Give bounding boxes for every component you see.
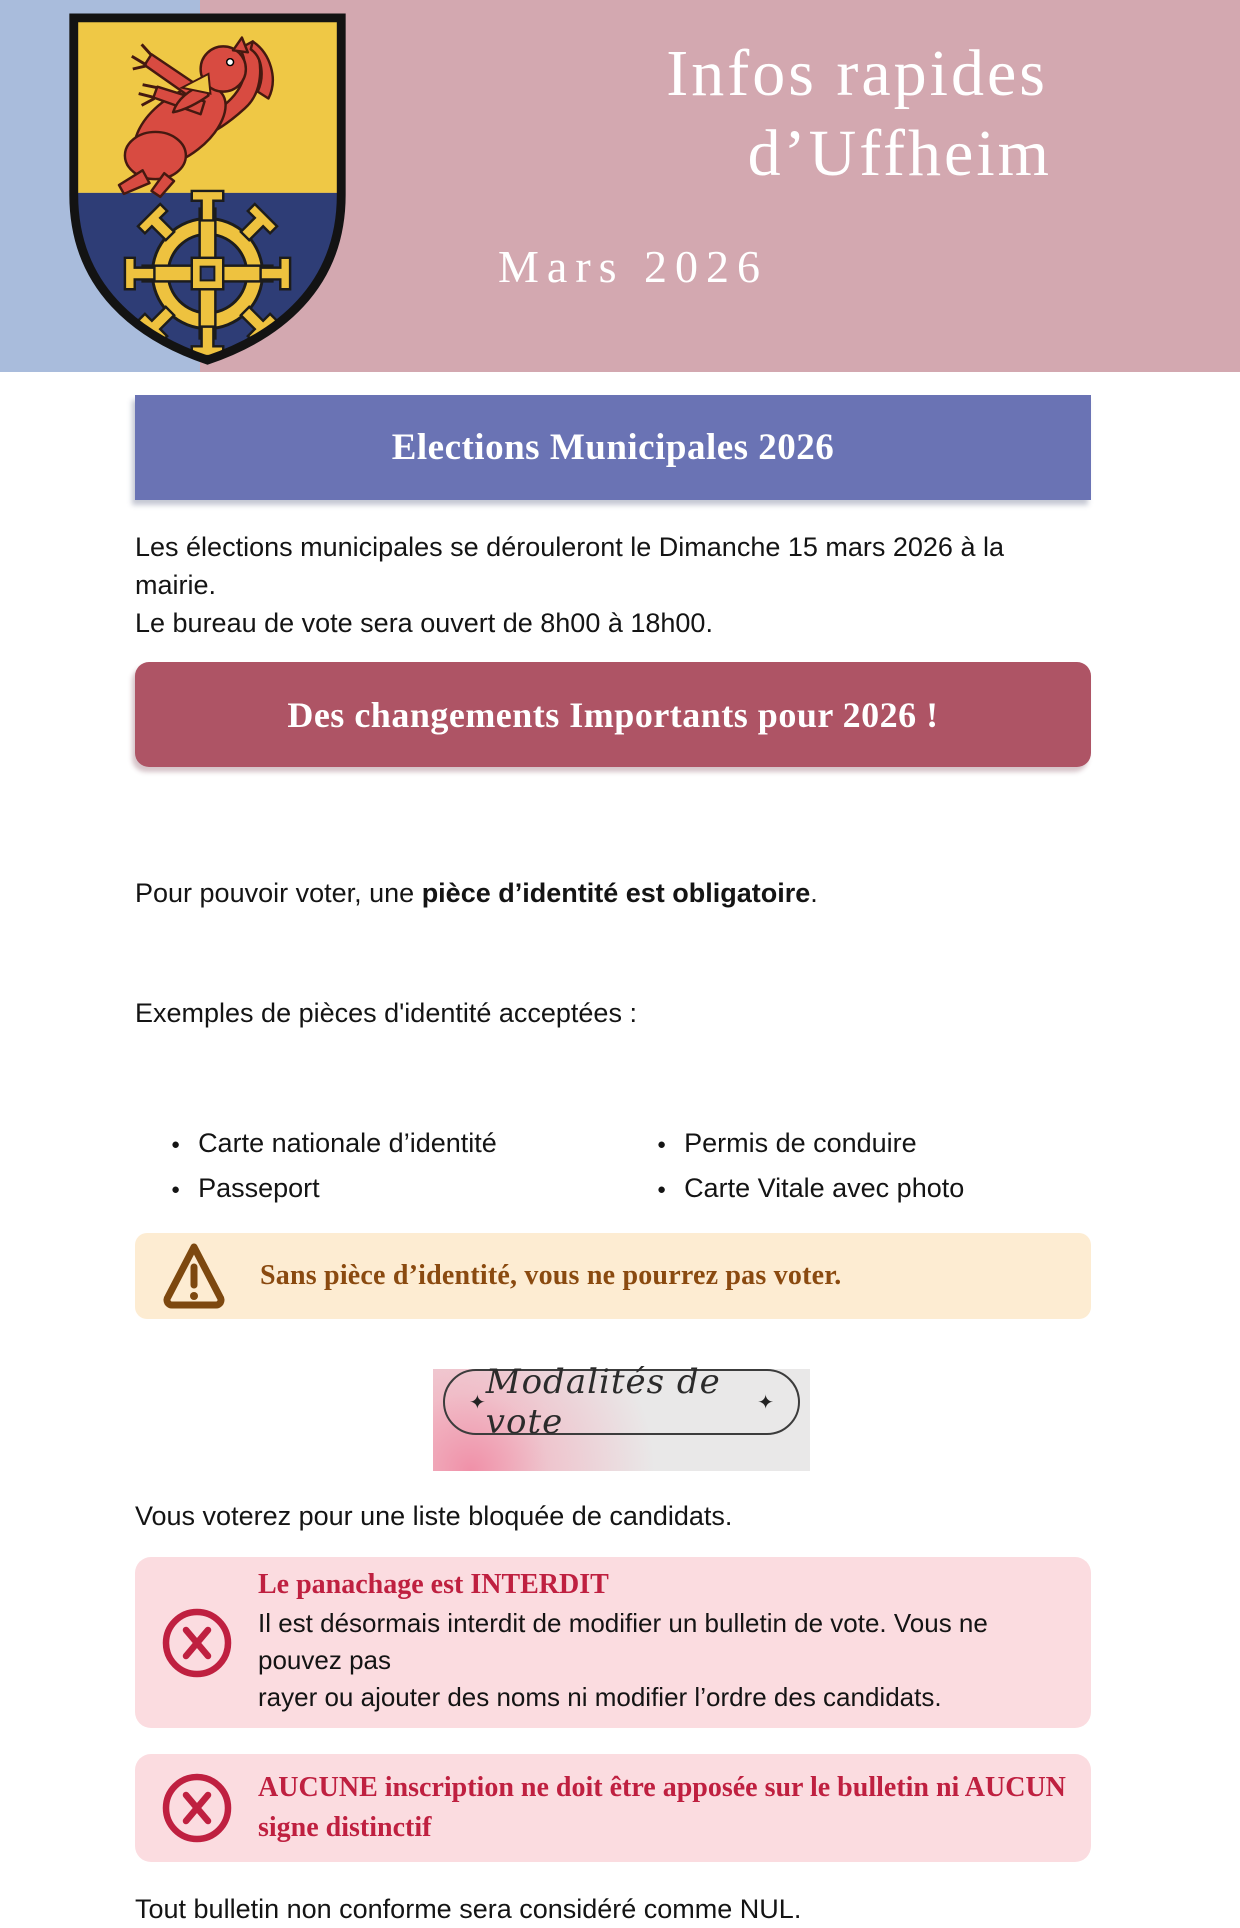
circle-x-icon xyxy=(161,1607,233,1679)
warning-text: Sans pièce d’identité, vous ne pourrez pas voter. xyxy=(260,1260,842,1291)
newsletter-header xyxy=(0,0,1240,372)
rule-body-line2: rayer ou ajouter des noms ni modifier l’ordre des candidats. xyxy=(258,1682,942,1712)
identity-line1 xyxy=(135,873,1091,913)
list-item: ● Passeport xyxy=(171,1168,657,1213)
section-badge xyxy=(433,1362,810,1471)
id-list-column1 xyxy=(171,1123,657,1213)
rule-inscription-text xyxy=(258,1768,1066,1848)
rule-title-line2: signe distinctif xyxy=(258,1812,432,1843)
rule-inscription xyxy=(135,1754,1091,1862)
identity-paragraph xyxy=(135,793,1091,1113)
section-badge-label: Modalités de vote xyxy=(485,1362,721,1442)
uffheim-crest-icon xyxy=(60,6,355,373)
id-list-column2 xyxy=(657,1123,1091,1213)
sparkle-icon: ✦ xyxy=(469,1391,486,1414)
elections-banner-label: Elections Municipales 2026 xyxy=(391,427,835,468)
rule-body xyxy=(258,1605,1071,1716)
newsletter-title-line2: d’Uffheim xyxy=(747,117,1052,190)
newsletter-title-line1: Infos rapides xyxy=(666,37,1048,110)
newsletter-issue-date: Mars 2026 xyxy=(498,241,769,292)
voting-intro: Vous voterez pour une liste bloquée de candidats. xyxy=(135,1501,733,1531)
id-documents-list xyxy=(135,1123,1091,1213)
intro-line1: Les élections municipales se dérouleront le Dimanche 15 mars 2026 à la mairie. xyxy=(135,532,1004,600)
rule-body-line1: Il est désormais interdit de modifier un bulletin de vote. Vous ne pouvez pas xyxy=(258,1608,988,1675)
intro-paragraph xyxy=(135,528,1091,642)
page-content xyxy=(135,395,1091,1928)
sparkle-icon: ✦ xyxy=(757,1391,774,1414)
identity-bold: pièce d’identité est obligatoire xyxy=(421,878,811,908)
changes-banner-label: Des changements Importants pour 2026 ! xyxy=(287,694,939,735)
intro-line2: Le bureau de vote sera ouvert de 8h00 à 18h00. xyxy=(135,608,713,638)
rule-title xyxy=(258,1768,1066,1848)
rule-title-line1: AUCUNE inscription ne doit être apposée sur le bulletin ni AUCUN xyxy=(258,1772,1066,1803)
elections-banner xyxy=(135,395,1091,500)
circle-x-icon xyxy=(161,1772,233,1844)
rule-panachage xyxy=(135,1557,1091,1728)
footer-note: Tout bulletin non conforme sera considéré comme NUL. xyxy=(135,1894,802,1924)
rule-panachage-text xyxy=(258,1569,1071,1716)
rule-title: Le panachage est INTERDIT xyxy=(258,1569,609,1600)
list-item: ● Permis de conduire xyxy=(657,1123,1091,1168)
section-badge-pill xyxy=(443,1362,800,1442)
identity-prefix: Pour pouvoir voter, une xyxy=(135,878,422,908)
identity-line2: Exemples de pièces d'identité acceptées : xyxy=(135,998,637,1028)
list-item: ● Carte Vitale avec photo xyxy=(657,1168,1091,1213)
warning-triangle-icon xyxy=(162,1239,226,1313)
list-item: ● Carte nationale d’identité xyxy=(171,1123,657,1168)
changes-banner xyxy=(135,662,1091,767)
warning-callout xyxy=(135,1233,1091,1319)
identity-suffix: . xyxy=(810,878,818,908)
